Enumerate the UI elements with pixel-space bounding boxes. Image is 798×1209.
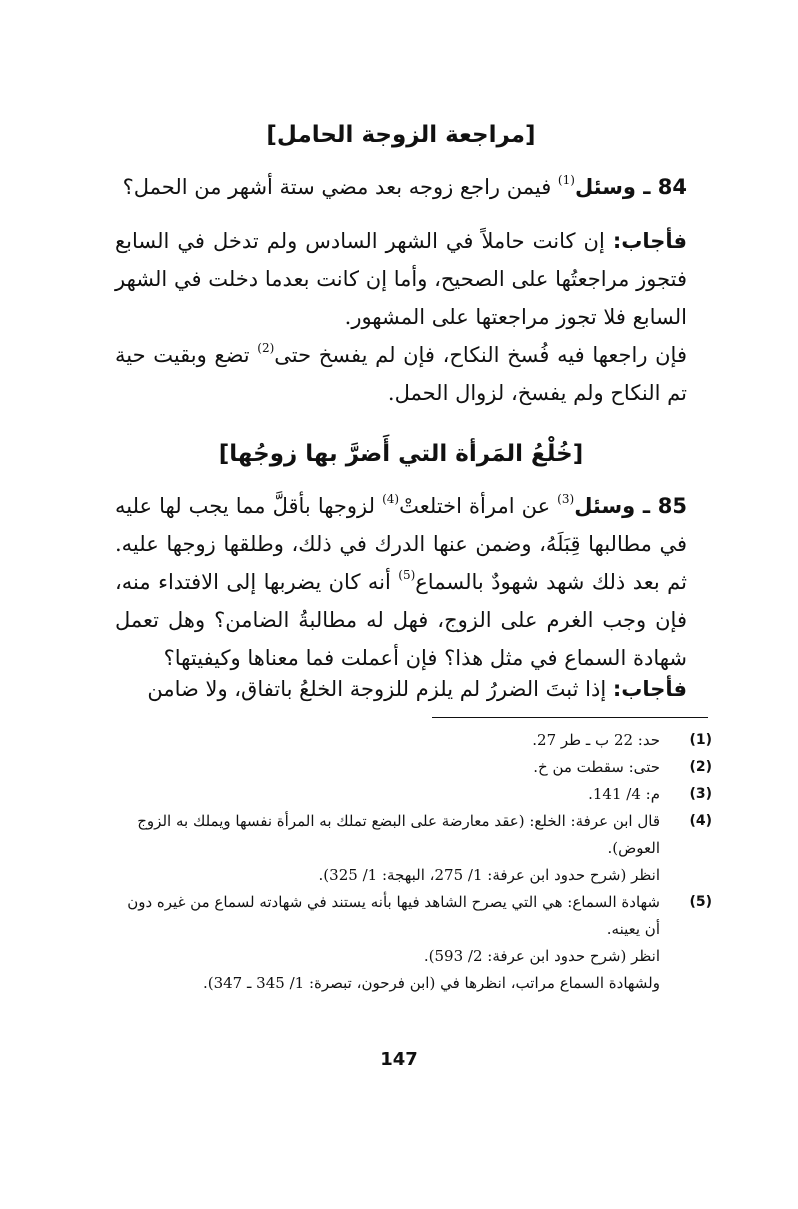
- question-text: أنه كان يضربها إلى الافتداء منه، فإن وجب الغرم على الزوج، فهل له مطالبةُ الضامن؟ وهل تعمل شهادة السماع في مثل هذا؟ فإن أعملت فما معناها وكيفيتها؟: [115, 570, 687, 670]
- footnotes: [115, 727, 712, 997]
- paragraph-text: تضع وبقيت حية تم النكاح ولم يفسخ، لزوال الحمل.: [115, 343, 687, 405]
- question-text: فيمن راجع زوجه بعد مضي ستة أشهر من الحمل؟: [122, 175, 558, 199]
- footnote-ref: (3): [557, 492, 575, 506]
- footnote-number: (4): [689, 813, 712, 829]
- answer-text: إذا ثبتَ الضررُ لم يلزم للزوجة الخلعُ باتفاق، ولا ضامن: [147, 677, 613, 701]
- footnote-number: (1): [689, 732, 712, 748]
- footnote-ref: (5): [398, 568, 416, 582]
- answer-label: فأجاب:: [612, 229, 687, 253]
- footnote-ref: (1): [557, 173, 575, 187]
- footnote-text: حد: 22 ب ـ طر 27.: [532, 731, 660, 749]
- question-84: [115, 168, 687, 206]
- question-85: [115, 487, 687, 677]
- footnote-number: (2): [689, 759, 712, 775]
- question-text: لزوجها بأقلَّ مما يجب لها عليه في مطالبها قِبَلَهُ، وضمن عنها الدرك في ذلك، وطلقها زوجها عليه. ثم بعد ذلك شهد شهودٌ بالسماع: [115, 494, 687, 594]
- footnote-reference: انظر (شرح حدود ابن عرفة: 2/ 593).: [423, 947, 660, 965]
- footnote-reference: ولشهادة السماع مراتب، انظرها في (ابن فرحون، تبصرة: 1/ 345 ـ 347).: [202, 974, 660, 992]
- footnote-number: (3): [689, 786, 712, 802]
- footnote-ref: (2): [257, 341, 275, 355]
- question-number: 84 ـ وسئل: [574, 175, 687, 199]
- footnote-text: شهادة السماع: هي التي يصرح الشاهد فيها بأنه يستند في شهادته لسماع من غيره دون أن يعينه.: [127, 893, 660, 938]
- answer-label: فأجاب:: [612, 677, 687, 701]
- paragraph-84b: [115, 336, 687, 412]
- answer-text: إن كانت حاملاً في الشهر السادس ولم تدخل في السابع فتجوز مراجعتُها على الصحيح، وأما إن كانت بعدما دخلت في الشهر السابع فلا تجوز مراجعتها على المشهور.: [115, 229, 687, 329]
- page-number: 147: [380, 1049, 418, 1070]
- footnote-number: (5): [689, 894, 712, 910]
- footnote-ref: (4): [382, 492, 400, 506]
- footnote: [115, 781, 712, 808]
- paragraph-text: فإن راجعها فيه فُسخ النكاح، فإن لم يفسخ حتى: [274, 343, 687, 367]
- footnote-text: م: 4/ 141.: [588, 785, 660, 803]
- footnote: [115, 889, 712, 943]
- footnote-separator: [432, 717, 708, 718]
- footnote: [115, 808, 712, 862]
- footnote: [115, 727, 712, 754]
- section-heading-2: [خُلْعُ المَرأة التي أَضرَّ بها زوجُها]: [218, 441, 584, 467]
- footnote-text: حتى: سقطت من خ.: [533, 758, 660, 776]
- footnote: [115, 754, 712, 781]
- answer-85: [115, 670, 687, 708]
- footnote-text: قال ابن عرفة: الخلع: (عقد معارضة على البضع تملك به المرأة نفسها ويملك به الزوج العوض).: [137, 812, 660, 857]
- question-number: 85 ـ وسئل: [574, 494, 688, 518]
- answer-84: [115, 222, 687, 336]
- question-text: عن امرأة اختلعتْ: [399, 494, 558, 518]
- footnote-reference: انظر (شرح حدود ابن عرفة: 1/ 275، البهجة: 1/ 325).: [318, 866, 660, 884]
- section-heading-1: [مراجعة الزوجة الحامل]: [266, 122, 536, 148]
